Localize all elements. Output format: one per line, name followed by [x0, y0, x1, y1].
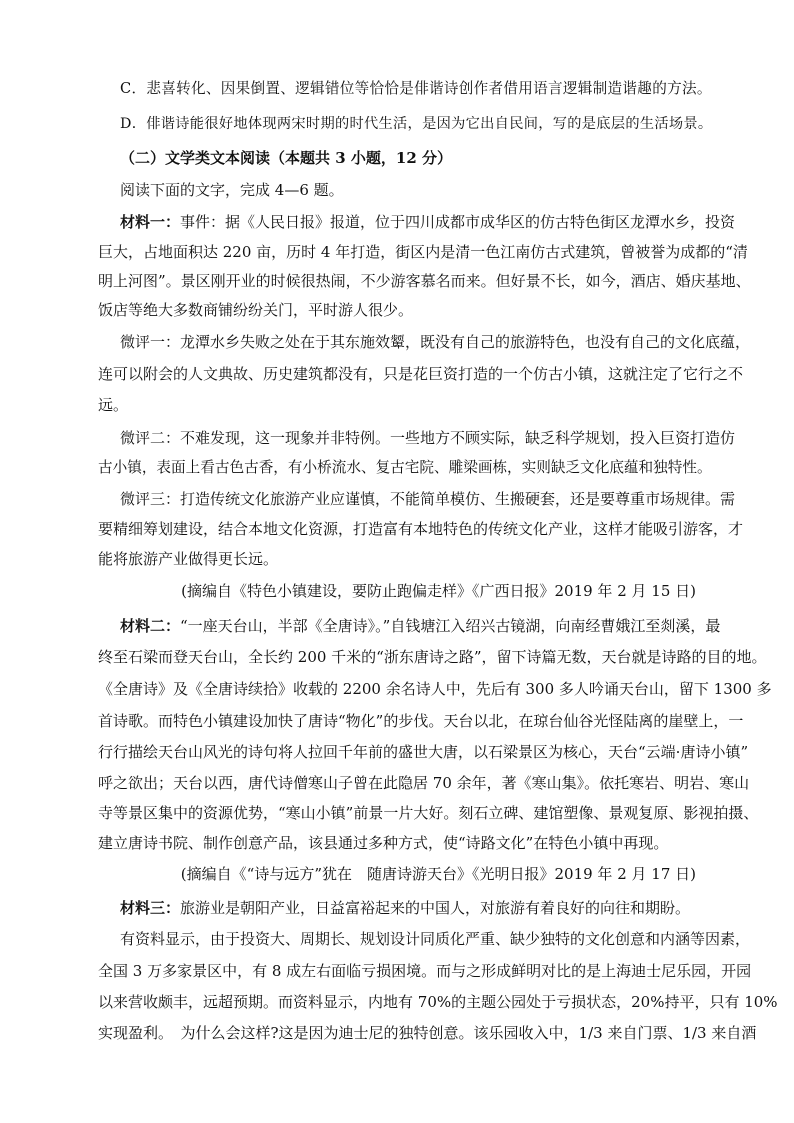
material1-label: 材料一：	[120, 213, 181, 231]
material2-source: (摘编自《“诗与远方”犹在 随唐诗游天台》《光明日报》2019 年 2 月 17 日)	[180, 865, 696, 883]
comment1-line-1: 微评一：龙潭水乡失败之处在于其东施效颦，既没有自己的旅游特色，也没有自己的文化底蕴，	[120, 333, 751, 351]
option-c: C．悲喜转化、因果倒置、逻辑错位等恰恰是俳谐诗创作者借用语言逻辑制造谐趣的方法。	[120, 80, 712, 97]
material3-line-3: 全国 3 万多家景区中，有 8 成左右面临亏损困境。而与之形成鲜明对比的是上海迪士尼乐园，开园	[98, 962, 752, 980]
material1-line-2: 巨大，占地面积达 220 亩，历时 4 年打造，街区内是清一色江南仿古式建筑，曾被誉为成都的“清	[98, 243, 748, 261]
material2-line-5: 行行描绘天台山风光的诗句将人拉回千年前的盛世大唐，以石梁景区为核心，天台“云端·唐诗小镇”	[98, 743, 749, 761]
material2-line-8: 建立唐诗书院、制作创意产品，该县通过多种方式，使“诗路文化”在特色小镇中再现。	[98, 834, 669, 852]
comment1-line-3: 远。	[98, 396, 129, 414]
material1-line-1: 材料一：事件：据《人民日报》报道，位于四川成都市成华区的仿古特色街区龙潭水乡，投资	[120, 213, 736, 231]
material2-label: 材料二：	[120, 617, 181, 635]
material2-line-4: 首诗歌。而特色小镇建设加快了唐诗“物化”的步伐。天台以北，在琼台仙谷光怪陆离的崖壁上，一	[98, 712, 744, 730]
material3-label: 材料三：	[120, 899, 181, 917]
material3-line-5: 实现盈利。 为什么会这样?这是因为迪士尼的独特创意。该乐园收入中，1/3 来自门票、1/3 来自酒	[98, 1024, 757, 1042]
material2-line-7: 寺等景区集中的资源优势，“寒山小镇”前景一片大好。刻石立碑、建馆塑像、景观复原、影视拍摄、	[98, 804, 759, 822]
material1-line-4: 饭店等绝大多数商铺纷纷关门，平时游人很少。	[98, 301, 414, 319]
material3-line-1: 材料三：旅游业是朝阳产业，日益富裕起来的中国人，对旅游有着良好的向往和期盼。	[120, 899, 691, 917]
comment3-line-3: 能将旅游产业做得更长远。	[98, 550, 279, 568]
comment3-line-2: 要精细筹划建设，结合本地文化资源，打造富有本地特色的传统文化产业，这样才能吸引游客，才	[98, 520, 744, 538]
material1-line-3: 明上河图”。景区刚开业的时候很热闹，不少游客慕名而来。但好景不长，如今，酒店、婚庆基地、	[98, 272, 751, 290]
comment3-line-1: 微评三：打造传统文化旅游产业应谨慎，不能简单模仿、生搬硬套，还是要尊重市场规律。需	[120, 490, 736, 508]
section-heading: （二）文学类文本阅读（本题共 3 小题，12 分）	[120, 149, 452, 167]
material2-line-3: 《全唐诗》及《全唐诗续拾》收载的 2200 余名诗人中，先后有 300 多人吟诵天台山，留下 1300 多	[98, 680, 772, 698]
comment1-line-2: 连可以附会的人文典故、历史建筑都没有，只是花巨资打造的一个仿古小镇，这就注定了它行之不	[98, 365, 744, 383]
option-d: D．俳谐诗能很好地体现两宋时期的时代生活，是因为它出自民间，写的是底层的生活场景。	[120, 116, 713, 132]
material2-line-6: 呼之欲出；天台以西，唐代诗僧寒山子曾在此隐居 70 余年，著《寒山集》。依托寒岩、明岩、寒山	[98, 774, 750, 792]
material2-line-2: 终至石梁而登天台山，全长约 200 千米的“浙东唐诗之路”，留下诗篇无数，天台就是诗路的目的地。	[98, 648, 767, 666]
comment2-line-1: 微评二：不难发现，这一现象并非特例。一些地方不顾实际，缺乏科学规划，投入巨资打造仿	[120, 429, 736, 447]
material3-line-2: 有资料显示，由于投资大、周期长、规划设计同质化严重、缺少独特的文化创意和内涵等因素，	[120, 930, 751, 948]
section-instruction: 阅读下面的文字，完成 4—6 题。	[120, 181, 344, 199]
material2-line-1: 材料二：“一座天台山，半部《全唐诗》。”自钱塘江入绍兴古镜湖，向南经曹娥江至剡溪，最	[120, 617, 721, 635]
material1-source: (摘编自《特色小镇建设，要防止跑偏走样》《广西日报》2019 年 2 月 15 日)	[181, 582, 696, 600]
material3-line-4: 以来营收颇丰，远超预期。而资料显示，内地有 70%的主题公园处于亏损状态，20%持平，只有 10%	[98, 993, 778, 1011]
comment2-line-2: 古小镇，表面上看古色古香，有小桥流水、复古宅院、雕梁画栋，实则缺乏文化底蕴和独特性。	[98, 459, 712, 476]
